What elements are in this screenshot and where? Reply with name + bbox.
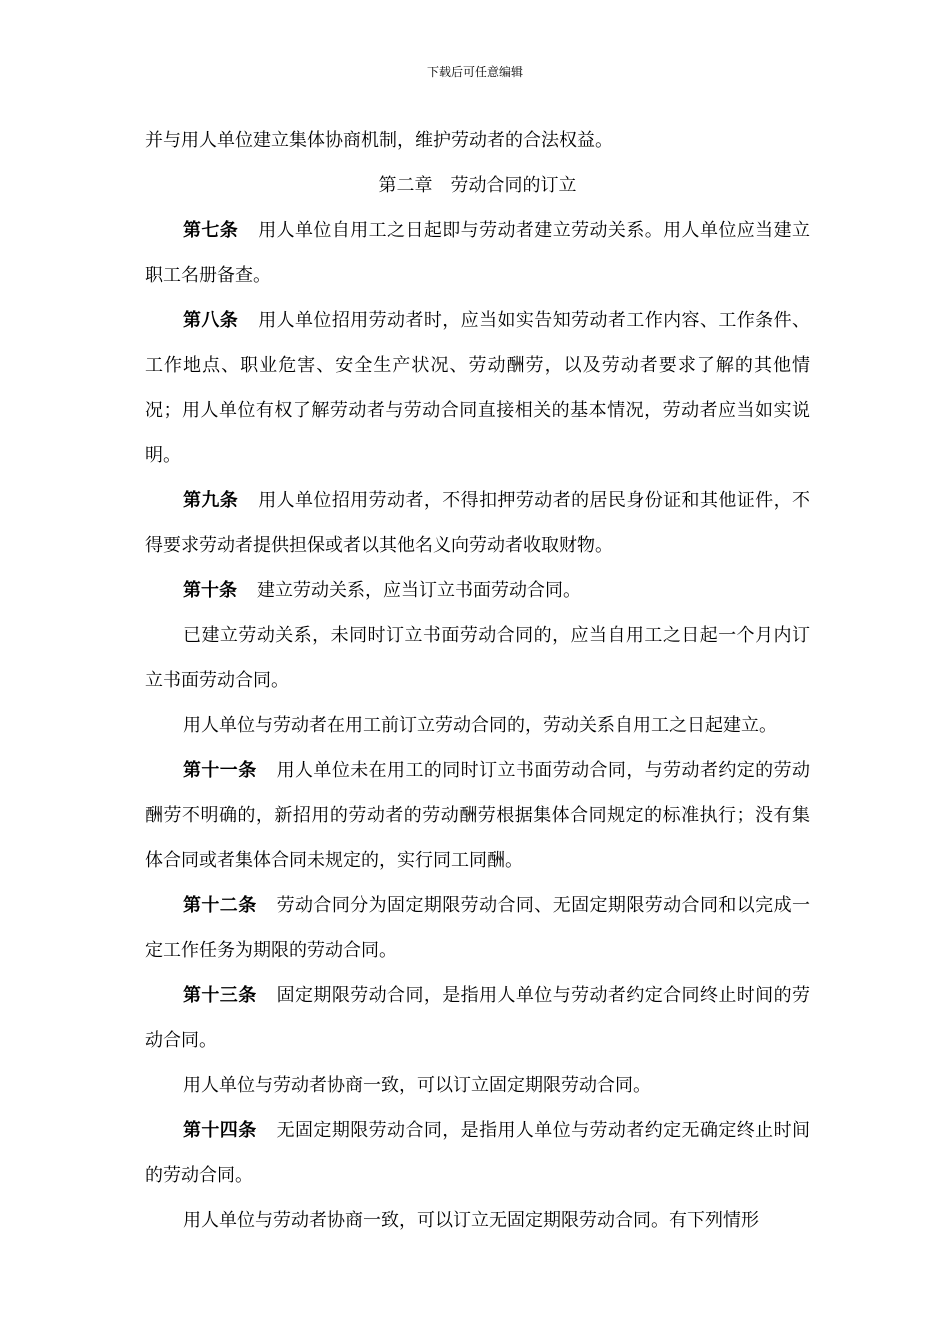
paragraph-text: 劳动合同分为固定期限劳动合同、无固定期限劳动合同和以完成一定工作任务为期限的劳动合同。 (145, 895, 810, 961)
paragraph-text: 已建立劳动关系，未同时订立书面劳动合同的，应当自用工之日起一个月内订立书面劳动合同。 (145, 625, 810, 691)
article-11 (145, 748, 810, 883)
article-label: 第十一条 (183, 760, 257, 781)
paragraph-text: 用人单位招用劳动者时，应当如实告知劳动者工作内容、工作条件、工作地点、职业危害、安全生产状况、劳动酬劳，以及劳动者要求了解的其他情况；用人单位有权了解劳动者与劳动合同直接相关的基本情况，劳动者应当如实说明。 (145, 310, 810, 466)
paragraph-text: 用人单位招用劳动者，不得扣押劳动者的居民身份证和其他证件，不得要求劳动者提供担保或者以其他名义向劳动者收取财物。 (145, 490, 810, 556)
article-10-paragraph-3 (145, 703, 810, 748)
article-label: 第十三条 (183, 985, 257, 1006)
article-13 (145, 973, 810, 1063)
article-label: 第八条 (183, 310, 239, 331)
article-7 (145, 208, 810, 298)
page-header: 下载后可任意编辑 (426, 65, 523, 79)
article-8 (145, 298, 810, 478)
article-label: 第十条 (183, 580, 237, 601)
paragraph-text: 用人单位自用工之日起即与劳动者建立劳动关系。用人单位应当建立职工名册备查。 (145, 220, 810, 286)
paragraph-text: 并与用人单位建立集体协商机制，维护劳动者的合法权益。 (145, 130, 613, 151)
paragraph-text: 用人单位与劳动者协商一致，可以订立固定期限劳动合同。 (183, 1075, 651, 1096)
article-label: 第七条 (183, 220, 239, 241)
article-9 (145, 478, 810, 568)
article-label: 第九条 (183, 490, 239, 511)
article-12 (145, 883, 810, 973)
paragraph-text: 用人单位与劳动者在用工前订立劳动合同的，劳动关系自用工之日起建立。 (183, 715, 777, 736)
article-label: 第十二条 (183, 895, 257, 916)
document-body (145, 118, 810, 1243)
paragraph-text: 无固定期限劳动合同，是指用人单位与劳动者约定无确定终止时间的劳动合同。 (145, 1120, 810, 1186)
paragraph-text: 固定期限劳动合同，是指用人单位与劳动者约定合同终止时间的劳动合同。 (145, 985, 810, 1051)
article-label: 第十四条 (183, 1120, 257, 1141)
article-10 (145, 568, 810, 613)
paragraph-continuation (145, 118, 810, 163)
article-10-paragraph-2 (145, 613, 810, 703)
article-14 (145, 1108, 810, 1198)
article-13-paragraph-2 (145, 1063, 810, 1108)
chapter-title: 第二章 劳动合同的订立 (378, 175, 577, 196)
paragraph-text: 用人单位未在用工的同时订立书面劳动合同，与劳动者约定的劳动酬劳不明确的，新招用的劳动者的劳动酬劳根据集体合同规定的标准执行；没有集体合同或者集体合同未规定的，实行同工同酬。 (145, 760, 810, 871)
paragraph-text: 建立劳动关系，应当订立书面劳动合同。 (257, 580, 581, 601)
paragraph-text: 用人单位与劳动者协商一致，可以订立无固定期限劳动合同。有下列情形 (183, 1210, 759, 1231)
article-14-paragraph-2 (145, 1198, 810, 1243)
